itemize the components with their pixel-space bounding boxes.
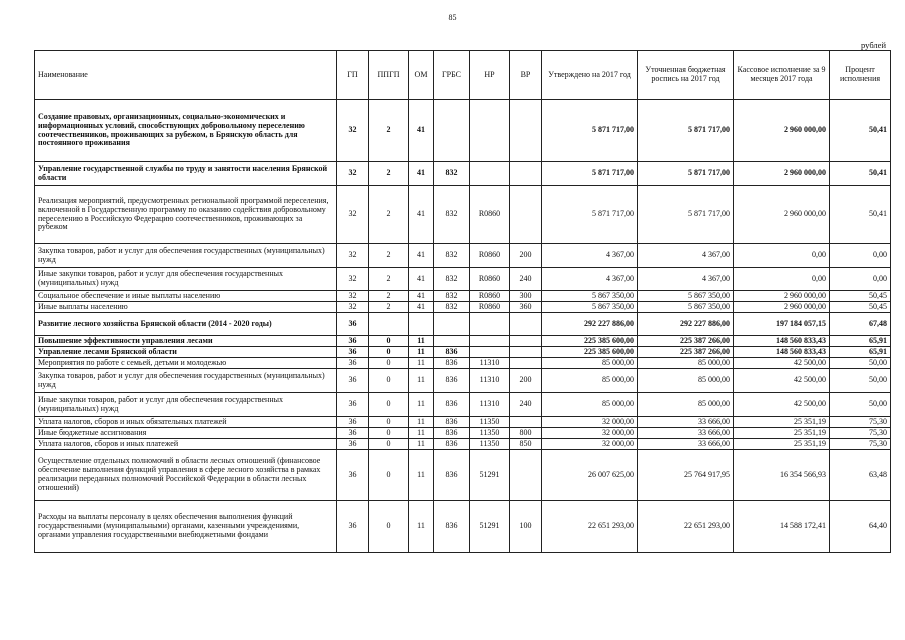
cell-approved: 5 871 717,00 (542, 162, 638, 186)
cell-nr (470, 336, 510, 347)
cell-vr: 800 (510, 428, 542, 439)
cell-gp: 32 (337, 100, 369, 162)
table-row (35, 302, 891, 313)
cell-percent: 75,30 (830, 439, 891, 450)
cell-grbs (434, 336, 470, 347)
cell-ppgp: 2 (369, 162, 409, 186)
cell-om: 41 (409, 100, 434, 162)
table-row (35, 347, 891, 358)
cell-grbs: 836 (434, 501, 470, 553)
cell-ppgp: 0 (369, 369, 409, 393)
cell-nr: 11350 (470, 428, 510, 439)
cell-cash: 16 354 566,93 (734, 450, 830, 501)
cell-ppgp: 2 (369, 268, 409, 291)
cell-vr: 240 (510, 268, 542, 291)
cell-approved: 32 000,00 (542, 428, 638, 439)
cell-om: 11 (409, 428, 434, 439)
table-row (35, 369, 891, 393)
cell-vr: 100 (510, 501, 542, 553)
header-approved: Утверждено на 2017 год (542, 51, 638, 100)
page-number: 85 (448, 13, 457, 22)
header-grbs: ГРБС (434, 51, 470, 100)
cell-ppgp: 2 (369, 291, 409, 302)
cell-refined: 85 000,00 (638, 369, 734, 393)
cell-percent: 50,45 (830, 302, 891, 313)
cell-gp: 32 (337, 186, 369, 244)
cell-ppgp: 0 (369, 428, 409, 439)
cell-name: Иные бюджетные ассигнования (35, 428, 337, 439)
cell-gp: 36 (337, 336, 369, 347)
cell-nr: R0860 (470, 244, 510, 268)
cell-approved: 22 651 293,00 (542, 501, 638, 553)
table-row (35, 393, 891, 417)
cell-ppgp: 2 (369, 244, 409, 268)
cell-grbs: 832 (434, 244, 470, 268)
cell-refined: 33 666,00 (638, 417, 734, 428)
cell-nr (470, 313, 510, 336)
cell-percent: 50,41 (830, 100, 891, 162)
cell-gp: 36 (337, 450, 369, 501)
cell-gp: 36 (337, 313, 369, 336)
cell-ppgp: 0 (369, 393, 409, 417)
cell-nr: R0860 (470, 268, 510, 291)
cell-name: Закупка товаров, работ и услуг для обеспечения государственных (муниципальных) нужд (35, 369, 337, 393)
cell-cash: 25 351,19 (734, 439, 830, 450)
cell-approved: 5 867 350,00 (542, 302, 638, 313)
cell-cash: 14 588 172,41 (734, 501, 830, 553)
cell-gp: 32 (337, 291, 369, 302)
cell-name: Управление государственной службы по труду и занятости населения Брянской области (35, 162, 337, 186)
cell-grbs (434, 100, 470, 162)
cell-cash: 0,00 (734, 244, 830, 268)
cell-vr (510, 186, 542, 244)
cell-grbs: 836 (434, 417, 470, 428)
cell-om: 11 (409, 417, 434, 428)
header-refined: Уточненная бюджетная роспись на 2017 год (638, 51, 734, 100)
cell-gp: 32 (337, 302, 369, 313)
cell-grbs (434, 313, 470, 336)
cell-om: 41 (409, 268, 434, 291)
cell-name: Социальное обеспечение и иные выплаты населению (35, 291, 337, 302)
cell-grbs: 836 (434, 450, 470, 501)
cell-approved: 292 227 886,00 (542, 313, 638, 336)
cell-approved: 5 871 717,00 (542, 186, 638, 244)
cell-gp: 32 (337, 268, 369, 291)
cell-cash: 2 960 000,00 (734, 186, 830, 244)
cell-name: Развитие лесного хозяйства Брянской области (2014 - 2020 годы) (35, 313, 337, 336)
cell-ppgp (369, 313, 409, 336)
cell-percent: 50,45 (830, 291, 891, 302)
table-row (35, 428, 891, 439)
cell-ppgp: 2 (369, 186, 409, 244)
cell-refined: 33 666,00 (638, 439, 734, 450)
cell-percent: 50,00 (830, 369, 891, 393)
cell-om (409, 313, 434, 336)
cell-percent: 75,30 (830, 417, 891, 428)
cell-name: Иные закупки товаров, работ и услуг для обеспечения государственных (муниципальных) нужд (35, 268, 337, 291)
cell-ppgp: 2 (369, 302, 409, 313)
cell-om: 11 (409, 358, 434, 369)
cell-refined: 292 227 886,00 (638, 313, 734, 336)
table-row (35, 244, 891, 268)
cell-gp: 36 (337, 393, 369, 417)
cell-nr: 11310 (470, 358, 510, 369)
cell-percent: 63,48 (830, 450, 891, 501)
cell-vr (510, 336, 542, 347)
cell-om: 41 (409, 291, 434, 302)
cell-name: Реализация мероприятий, предусмотренных региональной программой переселения, включенной в Государственную программу по оказанию содействия добровольному переселению в Российскую Федерацию соотечественников, проживающих за рубежом (35, 186, 337, 244)
cell-vr: 200 (510, 369, 542, 393)
cell-refined: 4 367,00 (638, 244, 734, 268)
cell-cash: 2 960 000,00 (734, 302, 830, 313)
cell-cash: 2 960 000,00 (734, 162, 830, 186)
header-name: Наименование (35, 51, 337, 100)
cell-refined: 5 871 717,00 (638, 162, 734, 186)
cell-om: 41 (409, 186, 434, 244)
cell-ppgp: 0 (369, 347, 409, 358)
cell-refined: 22 651 293,00 (638, 501, 734, 553)
cell-ppgp: 0 (369, 439, 409, 450)
cell-grbs: 836 (434, 428, 470, 439)
cell-grbs: 832 (434, 291, 470, 302)
header-nr: НР (470, 51, 510, 100)
cell-approved: 5 871 717,00 (542, 100, 638, 162)
cell-approved: 225 385 600,00 (542, 347, 638, 358)
table-row (35, 162, 891, 186)
cell-om: 11 (409, 336, 434, 347)
cell-grbs: 836 (434, 358, 470, 369)
cell-grbs: 832 (434, 186, 470, 244)
header-gp: ГП (337, 51, 369, 100)
cell-cash: 197 184 057,15 (734, 313, 830, 336)
header-vr: ВР (510, 51, 542, 100)
cell-nr: 51291 (470, 450, 510, 501)
table-row (35, 439, 891, 450)
cell-nr: 51291 (470, 501, 510, 553)
cell-gp: 36 (337, 417, 369, 428)
cell-refined: 225 387 266,00 (638, 347, 734, 358)
cell-ppgp: 0 (369, 417, 409, 428)
cell-approved: 85 000,00 (542, 369, 638, 393)
units-label: рублей (861, 40, 886, 50)
table-row (35, 186, 891, 244)
cell-gp: 36 (337, 439, 369, 450)
cell-refined: 225 387 266,00 (638, 336, 734, 347)
cell-nr: R0860 (470, 291, 510, 302)
cell-cash: 148 560 833,43 (734, 347, 830, 358)
cell-percent: 50,00 (830, 393, 891, 417)
cell-name: Мероприятия по работе с семьей, детьми и молодежью (35, 358, 337, 369)
cell-approved: 225 385 600,00 (542, 336, 638, 347)
budget-table (34, 50, 891, 553)
cell-grbs: 836 (434, 439, 470, 450)
cell-percent: 67,48 (830, 313, 891, 336)
cell-vr (510, 162, 542, 186)
cell-vr: 240 (510, 393, 542, 417)
cell-approved: 32 000,00 (542, 439, 638, 450)
cell-cash: 25 351,19 (734, 428, 830, 439)
table-header-row (35, 51, 891, 100)
cell-percent: 64,40 (830, 501, 891, 553)
cell-percent: 50,41 (830, 162, 891, 186)
cell-refined: 85 000,00 (638, 358, 734, 369)
cell-nr (470, 347, 510, 358)
cell-grbs: 836 (434, 393, 470, 417)
cell-percent: 75,30 (830, 428, 891, 439)
cell-nr: 11310 (470, 369, 510, 393)
cell-percent: 65,91 (830, 347, 891, 358)
cell-cash: 2 960 000,00 (734, 100, 830, 162)
cell-percent: 65,91 (830, 336, 891, 347)
cell-grbs: 832 (434, 302, 470, 313)
cell-cash: 42 500,00 (734, 369, 830, 393)
cell-grbs: 832 (434, 268, 470, 291)
cell-ppgp: 2 (369, 100, 409, 162)
cell-om: 11 (409, 501, 434, 553)
cell-refined: 85 000,00 (638, 393, 734, 417)
cell-ppgp: 0 (369, 336, 409, 347)
cell-refined: 25 764 917,95 (638, 450, 734, 501)
table-row (35, 501, 891, 553)
cell-gp: 36 (337, 428, 369, 439)
table-row (35, 313, 891, 336)
cell-om: 41 (409, 302, 434, 313)
cell-vr: 360 (510, 302, 542, 313)
cell-om: 41 (409, 244, 434, 268)
cell-name: Уплата налогов, сборов и иных платежей (35, 439, 337, 450)
cell-nr: 11350 (470, 417, 510, 428)
cell-name: Иные выплаты населению (35, 302, 337, 313)
cell-name: Осуществление отдельных полномочий в области лесных отношений (финансовое обеспечение выполнения функций управления в сфере лесного хозяйства в рамках реализации переданных полномочий Российской Федерации в области лесных отношений) (35, 450, 337, 501)
cell-grbs: 836 (434, 347, 470, 358)
table-row (35, 450, 891, 501)
cell-cash: 25 351,19 (734, 417, 830, 428)
cell-ppgp: 0 (369, 358, 409, 369)
cell-refined: 5 871 717,00 (638, 186, 734, 244)
cell-vr: 200 (510, 244, 542, 268)
cell-gp: 36 (337, 501, 369, 553)
cell-percent: 0,00 (830, 244, 891, 268)
cell-approved: 5 867 350,00 (542, 291, 638, 302)
table-row (35, 268, 891, 291)
cell-om: 11 (409, 439, 434, 450)
cell-vr (510, 347, 542, 358)
cell-name: Закупка товаров, работ и услуг для обеспечения государственных (муниципальных) нужд (35, 244, 337, 268)
cell-name: Повышение эффективности управления лесами (35, 336, 337, 347)
cell-om: 41 (409, 162, 434, 186)
cell-nr (470, 162, 510, 186)
cell-name: Уплата налогов, сборов и иных обязательных платежей (35, 417, 337, 428)
cell-cash: 148 560 833,43 (734, 336, 830, 347)
cell-vr: 300 (510, 291, 542, 302)
header-percent: Процент исполнения (830, 51, 891, 100)
header-om: ОМ (409, 51, 434, 100)
cell-percent: 50,00 (830, 358, 891, 369)
cell-refined: 5 867 350,00 (638, 291, 734, 302)
cell-vr (510, 450, 542, 501)
cell-om: 11 (409, 347, 434, 358)
cell-percent: 0,00 (830, 268, 891, 291)
cell-refined: 33 666,00 (638, 428, 734, 439)
cell-refined: 5 867 350,00 (638, 302, 734, 313)
cell-cash: 42 500,00 (734, 358, 830, 369)
cell-nr: R0860 (470, 302, 510, 313)
table-row (35, 100, 891, 162)
cell-gp: 36 (337, 347, 369, 358)
cell-gp: 36 (337, 369, 369, 393)
cell-vr (510, 313, 542, 336)
cell-name: Расходы на выплаты персоналу в целях обеспечения выполнения функций государственными (муниципальными) органами, казенными учреждениями, органами управления государственными внебюджетными фондами (35, 501, 337, 553)
cell-percent: 50,41 (830, 186, 891, 244)
cell-approved: 85 000,00 (542, 358, 638, 369)
cell-approved: 32 000,00 (542, 417, 638, 428)
cell-vr: 850 (510, 439, 542, 450)
cell-gp: 36 (337, 358, 369, 369)
cell-approved: 4 367,00 (542, 244, 638, 268)
cell-ppgp: 0 (369, 450, 409, 501)
cell-refined: 4 367,00 (638, 268, 734, 291)
cell-approved: 4 367,00 (542, 268, 638, 291)
table-row (35, 291, 891, 302)
table-row (35, 336, 891, 347)
cell-vr (510, 358, 542, 369)
cell-vr (510, 417, 542, 428)
cell-om: 11 (409, 369, 434, 393)
cell-cash: 0,00 (734, 268, 830, 291)
cell-om: 11 (409, 450, 434, 501)
cell-ppgp: 0 (369, 501, 409, 553)
cell-grbs: 832 (434, 162, 470, 186)
cell-nr (470, 100, 510, 162)
table-row (35, 417, 891, 428)
cell-vr (510, 100, 542, 162)
cell-cash: 2 960 000,00 (734, 291, 830, 302)
cell-refined: 5 871 717,00 (638, 100, 734, 162)
cell-name: Иные закупки товаров, работ и услуг для обеспечения государственных (муниципальных) нужд (35, 393, 337, 417)
cell-approved: 85 000,00 (542, 393, 638, 417)
cell-gp: 32 (337, 162, 369, 186)
header-cash: Кассовое исполнение за 9 месяцев 2017 года (734, 51, 830, 100)
cell-name: Создание правовых, организационных, социально-экономических и информационных условий, способствующих добровольному переселению соотечественников, проживающих за рубежом, в Брянскую область для постоянного проживания (35, 100, 337, 162)
cell-nr: 11350 (470, 439, 510, 450)
cell-nr: R0860 (470, 186, 510, 244)
header-ppgp: ППГП (369, 51, 409, 100)
cell-approved: 26 007 625,00 (542, 450, 638, 501)
table-row (35, 358, 891, 369)
cell-nr: 11310 (470, 393, 510, 417)
cell-cash: 42 500,00 (734, 393, 830, 417)
cell-om: 11 (409, 393, 434, 417)
cell-grbs: 836 (434, 369, 470, 393)
cell-gp: 32 (337, 244, 369, 268)
cell-name: Управление лесами Брянской области (35, 347, 337, 358)
